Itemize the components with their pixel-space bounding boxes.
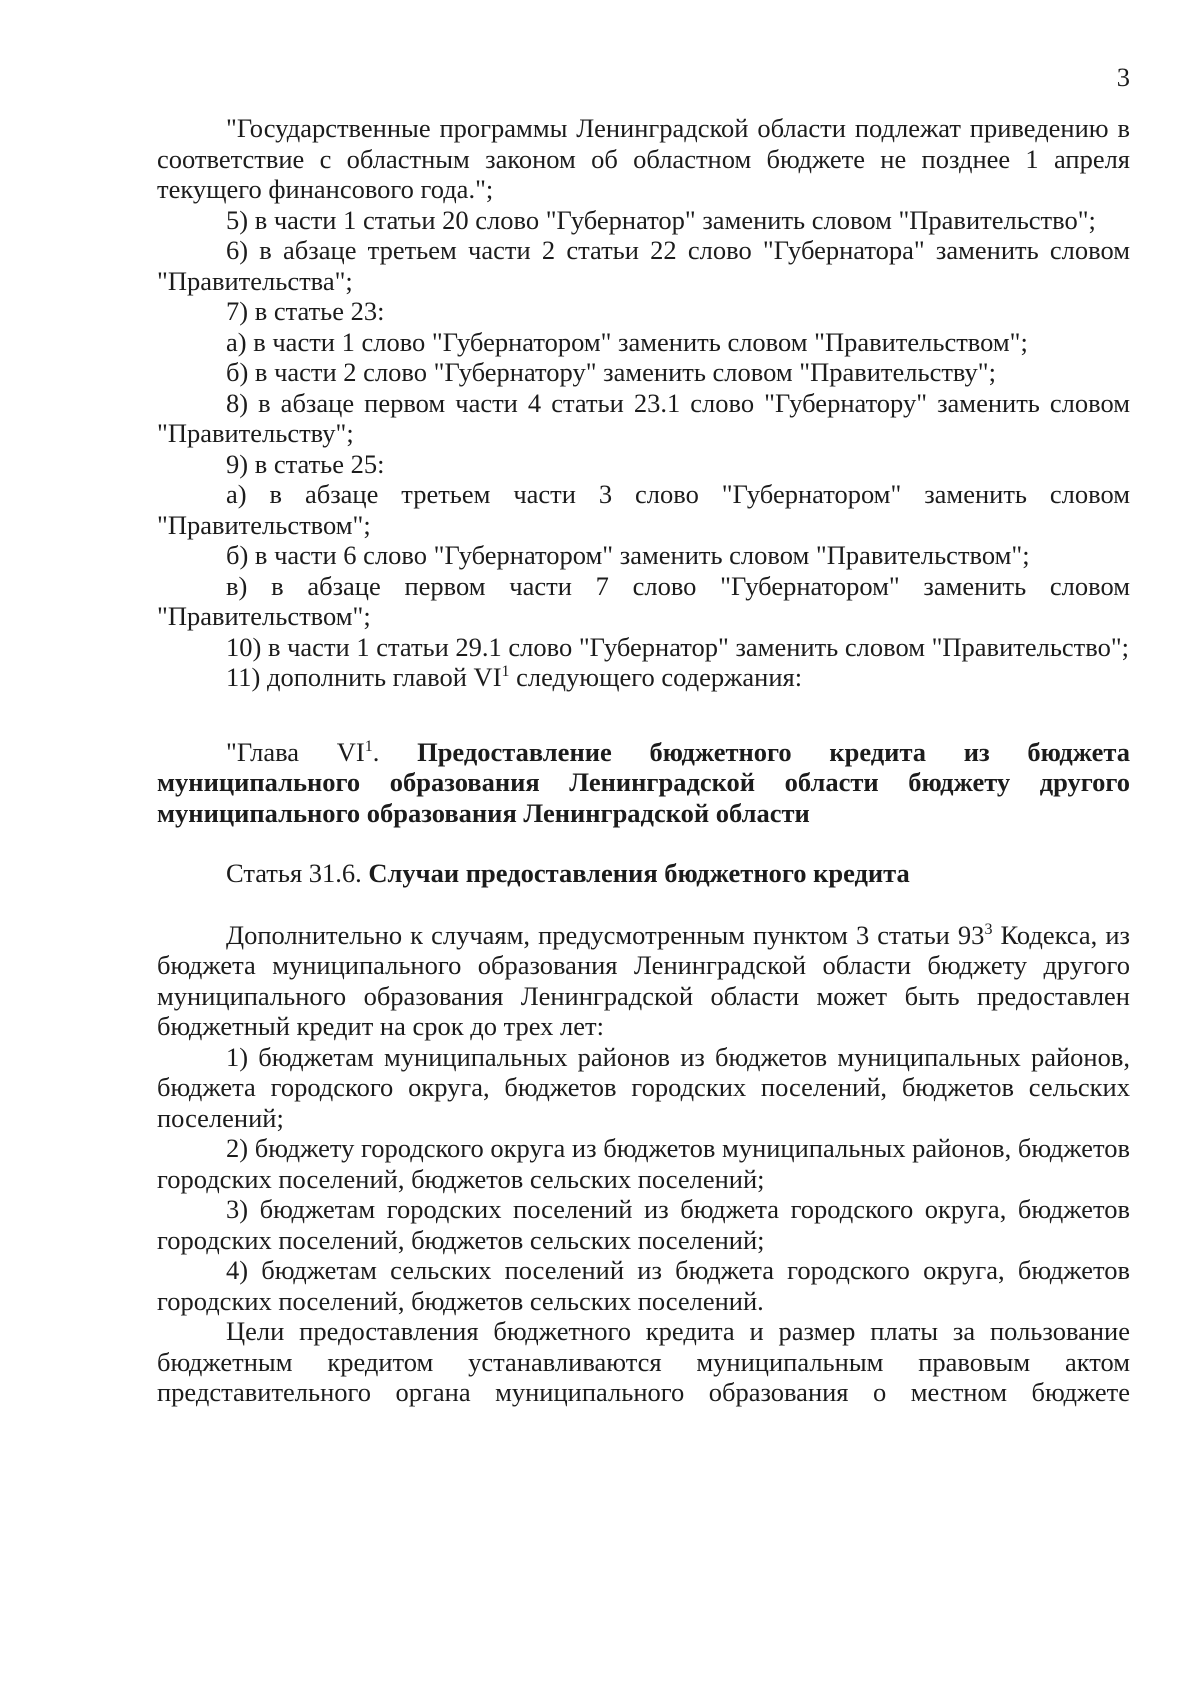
superscript: 1	[501, 663, 510, 681]
paragraph	[157, 920, 1130, 1042]
text-run: 11) дополнить главой VI	[226, 662, 502, 692]
paragraph: "Государственные программы Ленинградской области подлежат приведению в соответствие с областным законом об областном бюджете не позднее 1 апреля текущего финансового года.";	[157, 113, 1130, 204]
chapter-dot: .	[372, 736, 418, 767]
text-run: следующего содержания:	[509, 662, 803, 692]
superscript: 3	[984, 920, 993, 938]
paragraph: 8) в абзаце первом части 4 статьи 23.1 слово "Губернатору" заменить словом "Правительству";	[157, 387, 1130, 448]
paragraph: 9) в статье 25:	[226, 448, 385, 479]
paragraph: б) в части 6 слово "Губернатором" заменить словом "Правительством";	[226, 540, 1030, 570]
paragraph: 6) в абзаце третьем части 2 статьи 22 слово "Губернатора" заменить словом "Правительства";	[157, 235, 1130, 296]
text-run: Дополнительно к случаям, предусмотренным пунктом 3 статьи 93	[226, 919, 985, 950]
paragraph: Цели предоставления бюджетного кредита и размер платы за пользование бюджетным кредитом устанавливаются муниципальным правовым актом представительного органа муниципального образования о местном бюджете	[157, 1316, 1130, 1407]
article-prefix: Статья 31.6.	[226, 858, 369, 888]
paragraph: б) в части 2 слово "Губернатору" заменить словом "Правительству";	[226, 357, 996, 387]
page-number: 3	[1116, 62, 1130, 92]
chapter-prefix: "Глава VI	[226, 736, 365, 767]
chapter-title: Предоставление бюджетного кредита из бюджета муниципального образования Ленинградской области бюджету другого муниципального образования Ленинградской области	[157, 736, 1130, 828]
paragraph: 5) в части 1 статьи 20 слово "Губернатор" заменить словом "Правительство";	[226, 204, 1096, 235]
paragraph: 2) бюджету городского округа из бюджетов муниципальных районов, бюджетов городских поселений, бюджетов сельских поселений;	[157, 1133, 1130, 1194]
paragraph: а) в части 1 слово "Губернатором" заменить словом "Правительством";	[226, 326, 1028, 357]
paragraph: 3) бюджетам городских поселений из бюджета городского округа, бюджетов городских поселений, бюджетов сельских поселений;	[157, 1194, 1130, 1255]
paragraph: в) в абзаце первом части 7 слово "Губернатором" заменить словом "Правительством";	[157, 570, 1130, 631]
superscript: 1	[364, 737, 373, 755]
text-run: Кодекса, из бюджета муниципального образования Ленинградской области бюджету другого муниципального образования Ленинградской области может быть предоставлен бюджетный кредит на срок до трех лет:	[157, 919, 1130, 1041]
paragraph	[157, 662, 1130, 693]
article-heading	[157, 858, 1130, 889]
paragraph: 4) бюджетам сельских поселений из бюджета городского округа, бюджетов городских поселений, бюджетов сельских поселений.	[157, 1255, 1130, 1316]
paragraph: 7) в статье 23:	[226, 296, 385, 326]
paragraph: 1) бюджетам муниципальных районов из бюджетов муниципальных районов, бюджета городского округа, бюджетов городских поселений, бюджетов сельских поселений;	[157, 1041, 1130, 1133]
article-title: Случаи предоставления бюджетного кредита	[368, 858, 910, 888]
chapter-heading	[157, 737, 1130, 829]
paragraph: а) в абзаце третьем части 3 слово "Губернатором" заменить словом "Правительством";	[157, 479, 1130, 540]
paragraph: 10) в части 1 статьи 29.1 слово "Губернатор" заменить словом "Правительство";	[226, 631, 1130, 662]
